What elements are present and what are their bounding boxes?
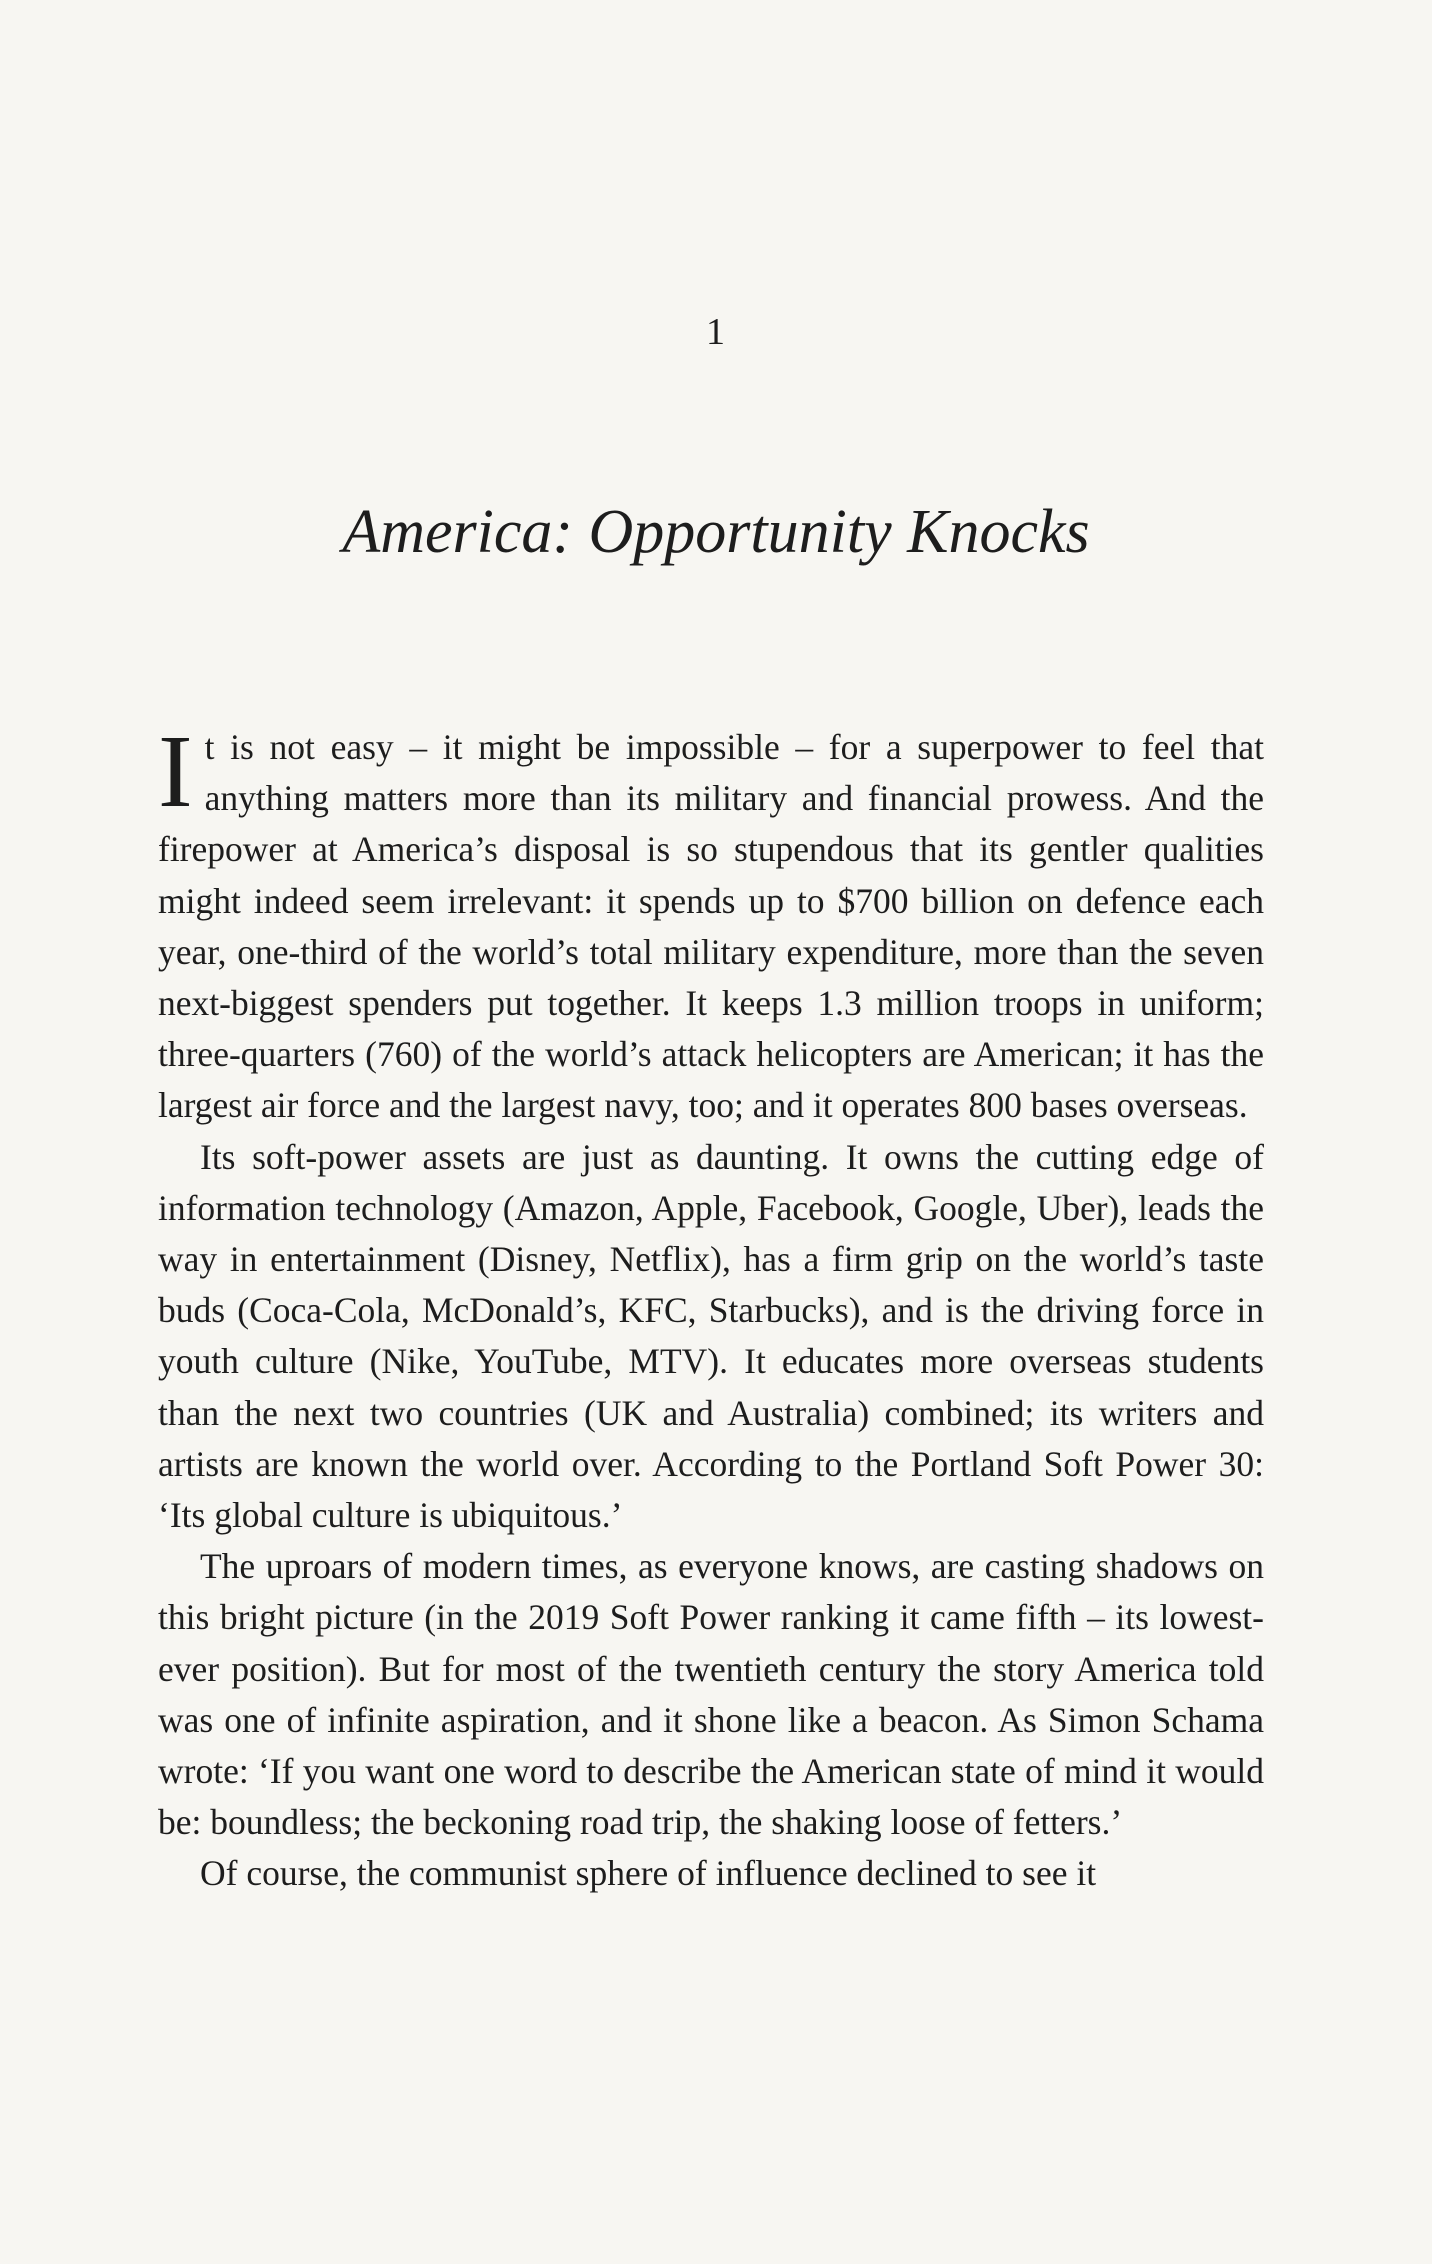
paragraph-4: Of course, the communist sphere of influence declined to see it [200, 1853, 1097, 1894]
paragraph-2: Its soft-power assets are just as daunting. It owns the cutting edge of information technology (Amazon, Apple, Facebook, Google, Uber), leads the way in entertainment (Disney, Netflix), has a firm grip on the world’s taste buds (Coca-Cola, McDonald’s, KFC, Starbucks), and is the driving force in youth culture (Nike, YouTube, MTV). It educates more overseas students than the next two countries (UK and Australia) combined; its writers and artists are known the world over. According to the Portland Soft Power 30: ‘Its global culture is ubiquitous.’ [158, 1136, 1264, 1536]
chapter-body [158, 714, 1264, 1900]
drop-cap: I [158, 714, 193, 829]
chapter-number: 1 [706, 311, 726, 353]
chapter-title: America: Opportunity Knocks [342, 498, 1090, 566]
paragraph-1 [158, 714, 1264, 1132]
paragraph-1-text: t is not easy – it might be impossible – for a superpower to feel that anything matters more than its military and financial prowess. And the firepower at America’s disposal is so stupendous that its gentler qualities might indeed seem irrelevant: it spends up to $700 billion on defence each year, one-third of the world’s total military expenditure, more than the seven next-biggest spenders put together. It keeps 1.3 million troops in uniform; three-quarters (760) of the world’s attack helicopters are American; it has the largest air force and the largest navy, too; and it operates 800 bases overseas. [158, 727, 1264, 1126]
paragraph-3: The uproars of modern times, as everyone knows, are casting shadows on this bright picture (in the 2019 Soft Power ranking it came fifth – its lowest-ever position). But for most of the twentieth century the story America told was one of infinite aspiration, and it shone like a beacon. As Simon Schama wrote: ‘If you want one word to describe the American state of mind it would be: boundless; the beckoning road trip, the shaking loose of fetters.’ [158, 1546, 1264, 1843]
